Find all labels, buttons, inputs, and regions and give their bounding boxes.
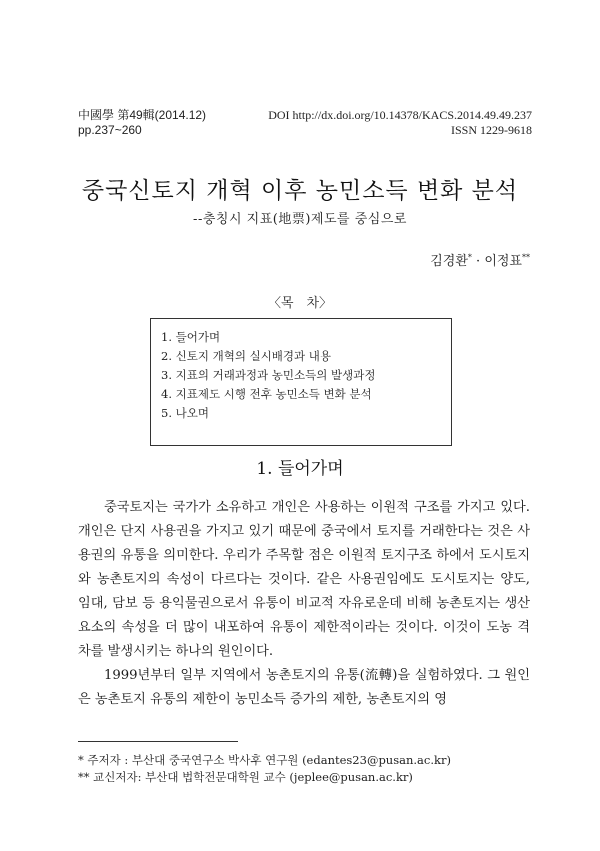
page-range: pp.237~260	[78, 123, 142, 137]
toc-item: 3. 지표의 거래과정과 농민소득의 발생과정	[161, 368, 376, 382]
journal-header	[78, 108, 206, 138]
doi-header	[268, 108, 532, 138]
footnote-2: ** 교신저자: 부산대 법학전문대학원 교수 (jeplee@pusan.ac.kr)	[78, 770, 413, 784]
author-line	[430, 250, 530, 269]
toc-item: 2. 신토지 개혁의 실시배경과 내용	[161, 349, 332, 363]
toc-heading: 〈목 차〉	[267, 296, 333, 311]
toc-item: 4. 지표제도 시행 전후 농민소득 변화 분석	[161, 387, 372, 401]
paper-subtitle: --충칭시 지표(地票)제도를 중심으로	[193, 212, 407, 227]
paragraph: 중국토지는 국가가 소유하고 개인은 사용하는 이원적 구조를 가지고 있다. 개인은 단지 사용권을 가지고 있기 때문에 중국에서 토지를 거래한다는 것은 사용권의 유통을 의미한다. 우리가 주목할 점은 이원적 토지구조 하에서 도시토지와 농촌토지의 속성이 다르다는 것이다. 같은 사용권임에도 도시토지는 양도, 임대, 담보 등 용익물권으로서 유통이 비교적 자유로운데 비해 농촌토지는 생산요소의 속성을 더 많이 내포하여 유통이 제한적이라는 것이다. 이것이 도농 격차를 발생시키는 하나의 원인이다.	[78, 500, 530, 659]
author-1-mark: *	[467, 253, 472, 262]
paper-title: 중국신토지 개혁 이후 농민소득 변화 분석	[81, 178, 519, 204]
author-1: 김경환	[430, 254, 468, 269]
journal-issue: 中國學 第49輯(2014.12)	[78, 108, 207, 122]
toc-item: 1. 들어가며	[161, 330, 221, 344]
footnote-1: * 주저자 : 부산대 중국연구소 박사후 연구원 (edantes23@pusan.ac.kr)	[78, 753, 451, 767]
author-separator: ·	[476, 254, 481, 269]
table-of-contents	[150, 318, 452, 446]
paragraph: 1999년부터 일부 지역에서 농촌토지의 유통(流轉)을 실험하였다. 그 원인은 농촌토지 유통의 제한이 농민소득 증가의 제한, 농촌토지의 영	[78, 668, 530, 707]
doi-link[interactable]: DOI http://dx.doi.org/10.14378/KACS.2014.49.49.237	[268, 108, 532, 122]
toc-item: 5. 나오며	[161, 406, 209, 420]
section-title: 1. 들어가며	[256, 459, 344, 479]
author-2-mark: **	[522, 253, 530, 262]
footnote-divider	[78, 741, 238, 742]
issn: ISSN 1229-9618	[450, 123, 532, 137]
footnotes	[78, 752, 538, 786]
author-2: 이정표	[484, 254, 522, 269]
body-text	[78, 496, 530, 712]
